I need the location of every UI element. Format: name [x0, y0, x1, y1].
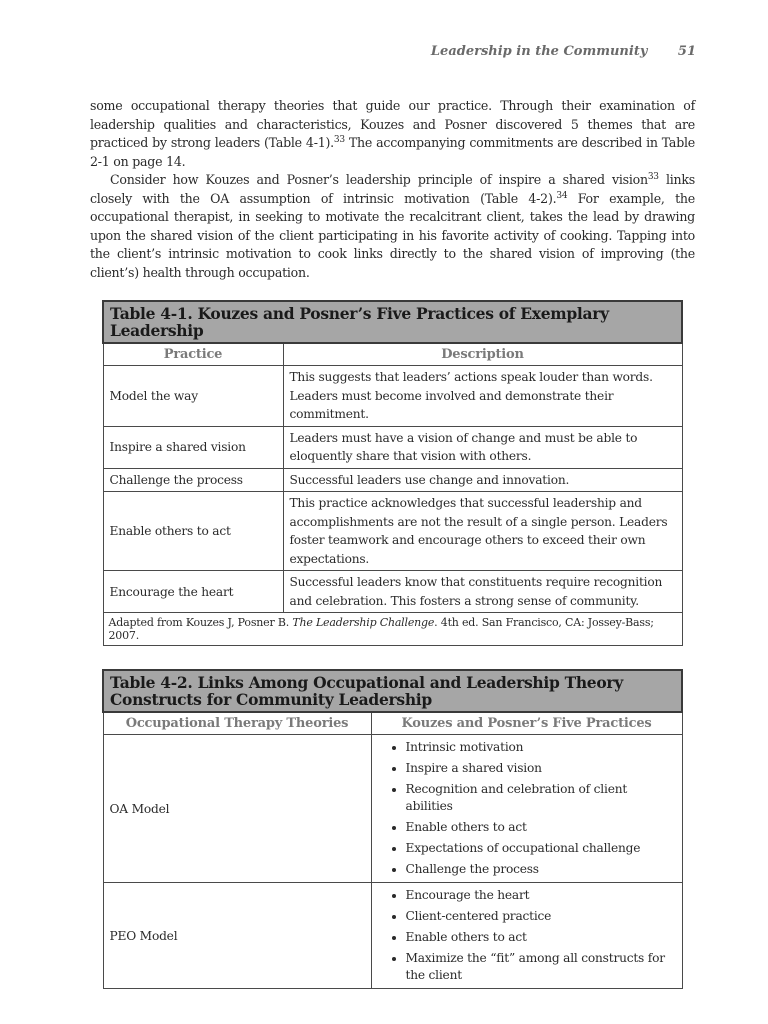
practice-cell: Challenge the process: [103, 468, 283, 492]
table-row: [103, 426, 682, 468]
list-item: • Encourage the heart: [406, 885, 676, 906]
theory-cell: OA Model: [103, 735, 371, 883]
practices-cell: [371, 735, 682, 883]
list-item: • Intrinsic motivation: [406, 737, 676, 758]
list-item: • Maximize the “fit” among all constructs for the client: [406, 948, 676, 986]
page-number: 51: [677, 44, 696, 59]
practice-cell: Model the way: [103, 366, 283, 427]
column-header-description: Description: [283, 343, 682, 366]
table-4-1-footnote: Adapted from Kouzes J, Posner B. The Leadership Challenge. 4th ed. San Francisco, CA: Jossey-Bass; 2007.: [103, 613, 682, 646]
table-4-2: [102, 669, 683, 989]
citation-34: 34: [556, 190, 568, 201]
citation-33: 33: [333, 134, 345, 145]
column-header-ot-theories: Occupational Therapy Theories: [103, 712, 371, 735]
description-cell: Successful leaders know that constituents require recognition and celebration. This fosters a strong sense of community.: [283, 571, 682, 613]
column-header-five-practices: Kouzes and Posner’s Five Practices: [371, 712, 682, 735]
list-item: • Enable others to act: [406, 817, 676, 838]
table-row: [103, 492, 682, 571]
list-item: • Challenge the process: [406, 859, 676, 880]
running-header-title: Leadership in the Community: [430, 44, 648, 59]
table-row: [103, 883, 682, 989]
description-cell: This suggests that leaders’ actions speak louder than words. Leaders must become involved and demonstrate their commitment.: [283, 366, 682, 427]
running-header: [431, 44, 696, 59]
table-row: [103, 735, 682, 883]
practice-cell: Inspire a shared vision: [103, 426, 283, 468]
description-cell: Successful leaders use change and innovation.: [283, 468, 682, 492]
citation-33b: 33: [647, 171, 659, 182]
practices-list: [380, 737, 676, 880]
practice-cell: Enable others to act: [103, 492, 283, 571]
list-item: • Expectations of occupational challenge: [406, 838, 676, 859]
list-item: • Client-centered practice: [406, 906, 676, 927]
practices-list: [380, 885, 676, 986]
paragraph-2: Consider how Kouzes and Posner’s leadership principle of inspire a shared vision$^{33}$ links closely with the OA assumption of intrinsic motivation (Table 4-2).$^{34}$ For example, the occupational therapist, in seeking to motivate the recalcitrant client, takes the lead by drawing upon the shared vision of the client participating in his favorite activity of cooking. Tapping into the client’s intrinsic motivation to cook links directly to the shared vision of improving (the client’s) health through occupation.: [90, 171, 696, 280]
practice-cell: Encourage the heart: [103, 571, 283, 613]
paragraph-1: some occupational therapy theories that guide our practice. Through their examination of leadership qualities and characteristics, Kouzes and Posner discovered 5 themes that are practiced by strong leaders (Table 4-1).$^{33}$ The accompanying commitments are described in Table 2-1 on page 14.: [90, 98, 695, 169]
table-row: [103, 571, 682, 613]
table-4-2-title: Table 4-2. Links Among Occupational and Leadership Theory Constructs for Community Leadership: [103, 670, 682, 712]
column-header-practice: Practice: [103, 343, 283, 366]
table-row: [103, 366, 682, 427]
description-cell: Leaders must have a vision of change and must be able to eloquently share that vision with others.: [283, 426, 682, 468]
table-4-1-title: Table 4-1. Kouzes and Posner’s Five Practices of Exemplary Leadership: [103, 301, 682, 343]
table-4-1: [102, 300, 683, 646]
list-item: • Recognition and celebration of client abilities: [406, 779, 676, 817]
list-item: • Inspire a shared vision: [406, 758, 676, 779]
table-row: [103, 468, 682, 492]
theory-cell: PEO Model: [103, 883, 371, 989]
list-item: • Enable others to act: [406, 927, 676, 948]
practices-cell: [371, 883, 682, 989]
body-text: [90, 97, 695, 282]
description-cell: This practice acknowledges that successful leadership and accomplishments are not the result of a single person. Leaders foster teamwork and encourage others to exceed their own expectations.: [283, 492, 682, 571]
